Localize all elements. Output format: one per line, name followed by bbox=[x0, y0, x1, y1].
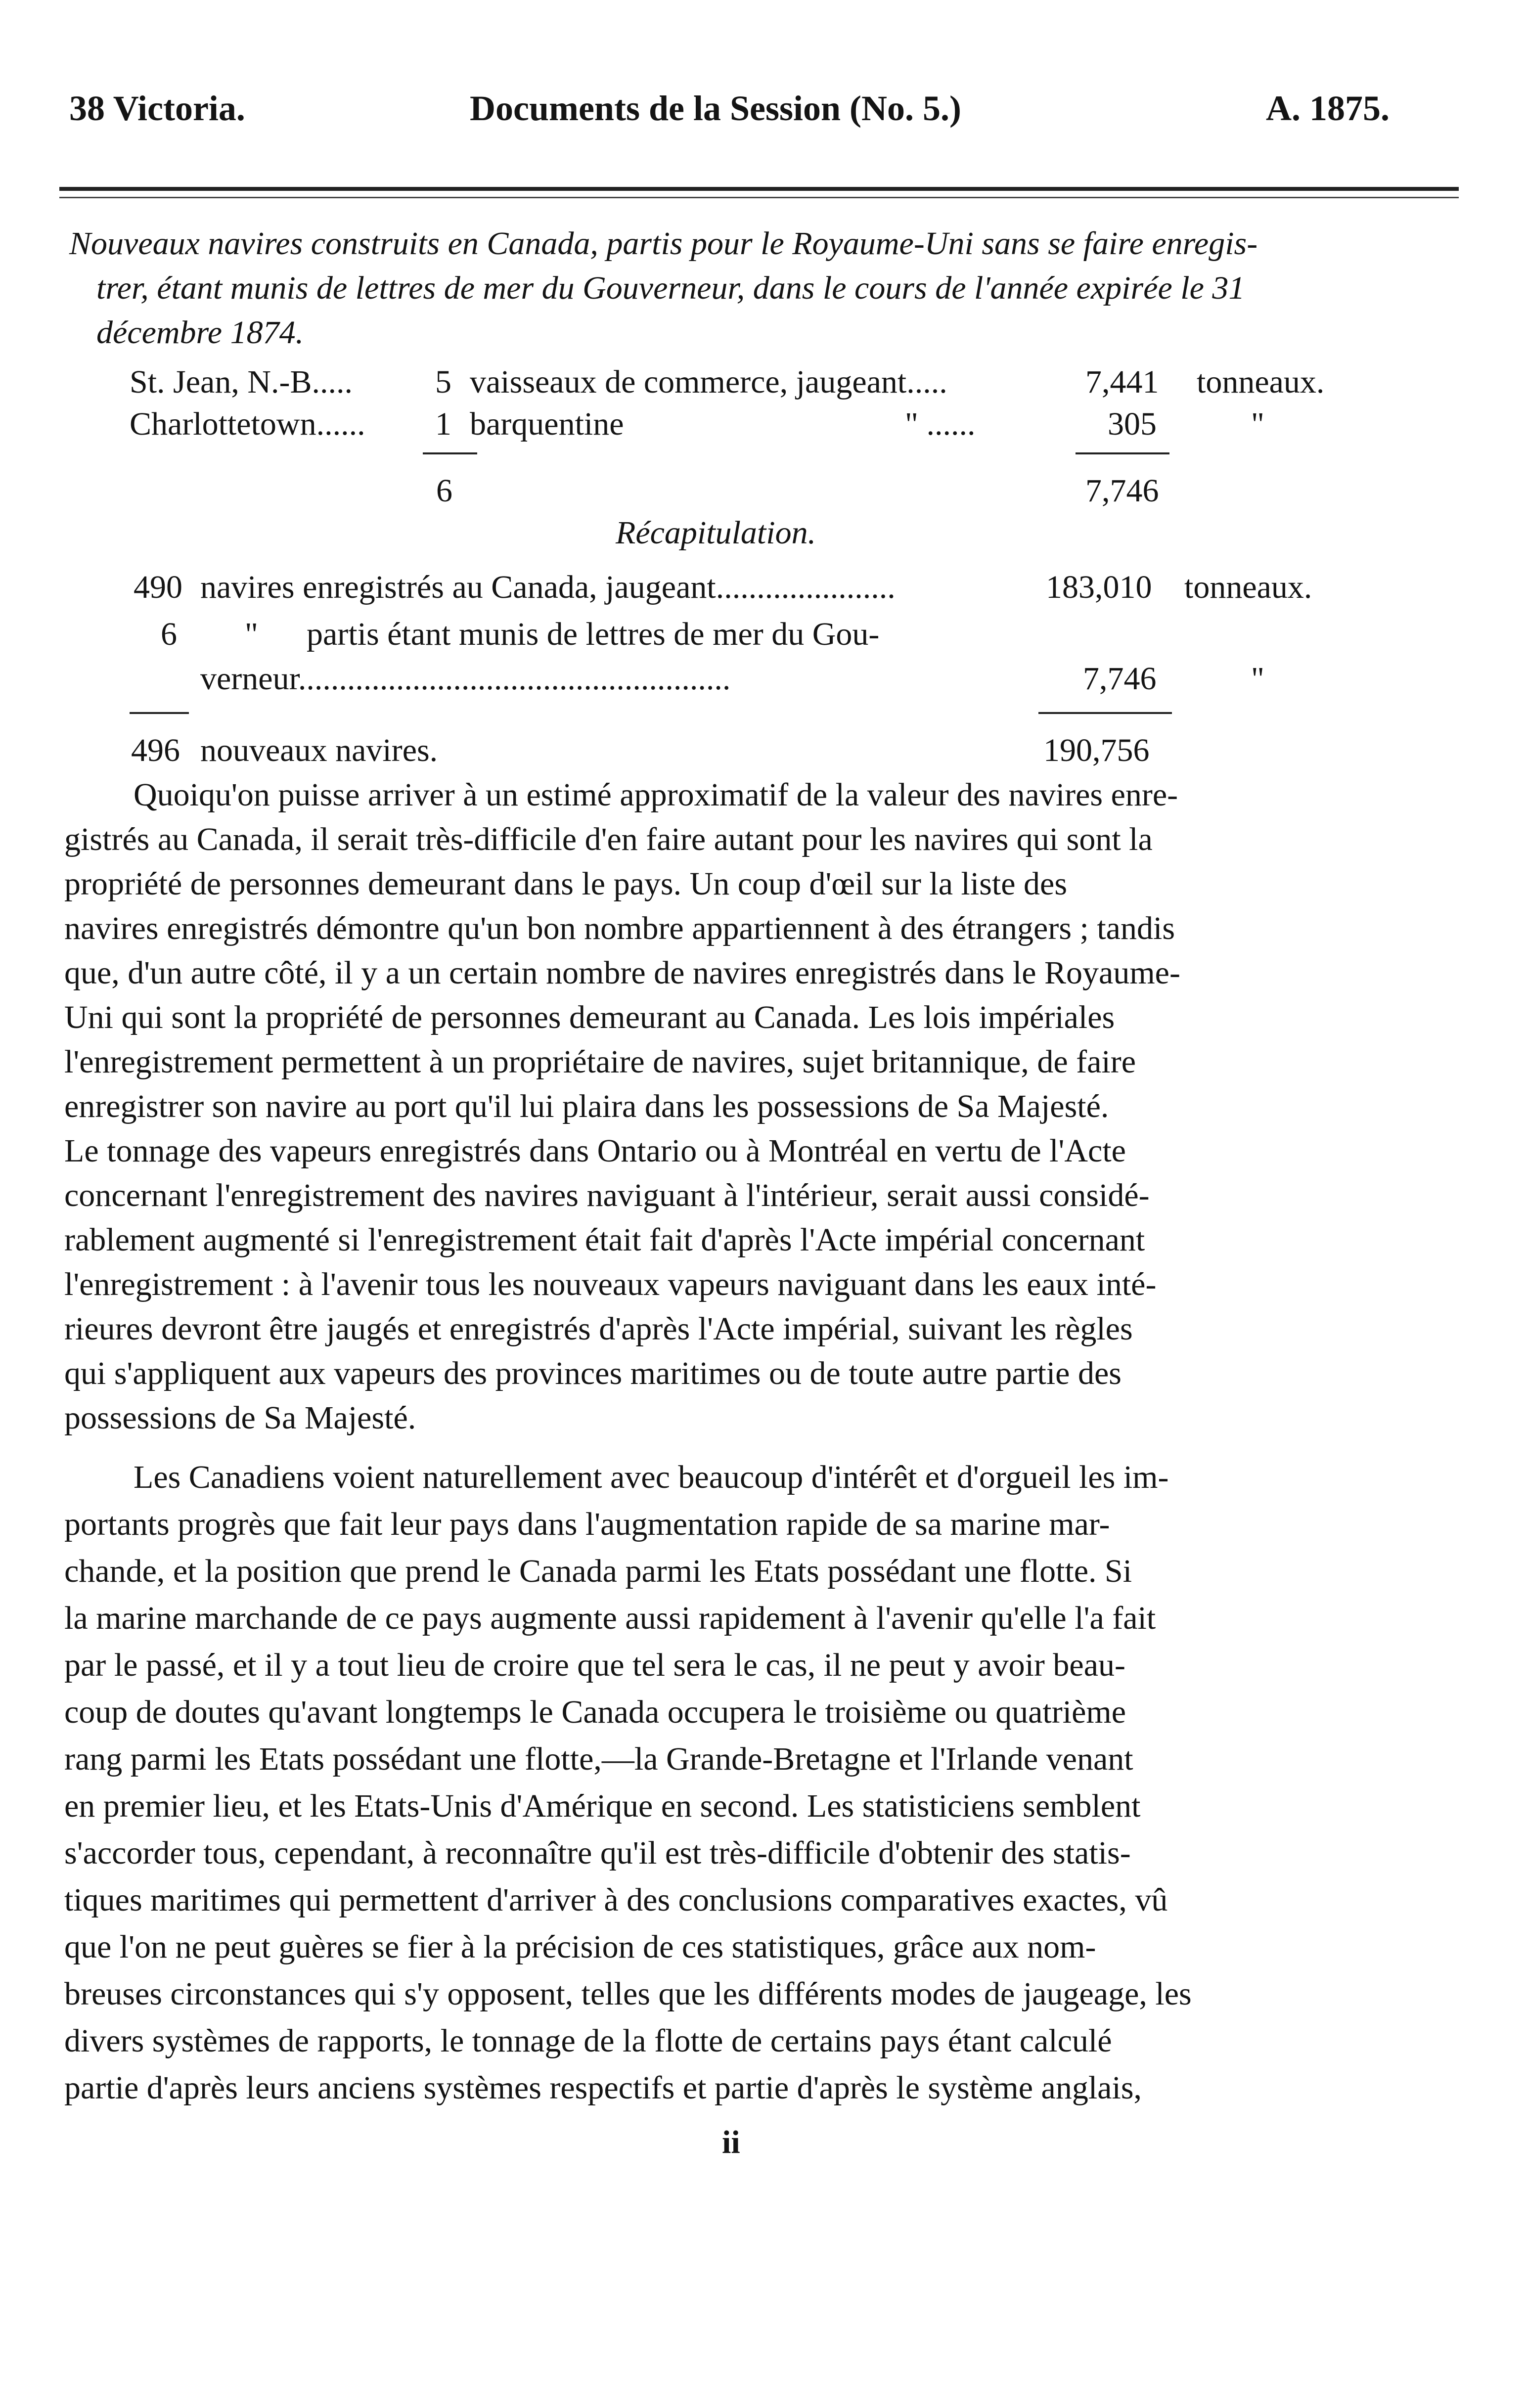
paragraph1-line: enregistrer son navire au port qu'il lui plaira dans les possessions de Sa Majesté. bbox=[64, 1088, 1109, 1124]
paragraph2-line: chande, et la position que prend le Canada parmi les Etats possédant une flotte. Si bbox=[64, 1553, 1132, 1589]
paragraph1-line: possessions de Sa Majesté. bbox=[64, 1400, 416, 1436]
recap-total-desc: nouveaux navires. bbox=[200, 732, 438, 768]
recap-ditto: " bbox=[245, 616, 258, 652]
paragraph2-line: divers systèmes de rapports, le tonnage de la flotte de certains pays étant calculé bbox=[64, 2023, 1112, 2059]
paragraph2-line: en premier lieu, et les Etats-Unis d'Amérique en second. Les statisticiens semblent bbox=[64, 1788, 1141, 1824]
recap-desc: verneur..................................................... bbox=[200, 661, 731, 697]
table1-place: St. Jean, N.-B..... bbox=[130, 364, 353, 400]
caption-line: trer, étant munis de lettres de mer du Gouverneur, dans le cours de l'année expirée le 31 bbox=[96, 270, 1245, 306]
paragraph1-line: rieures devront être jaugés et enregistrés d'après l'Acte impérial, suivant les règles bbox=[64, 1311, 1133, 1347]
table1-total-count: 6 bbox=[436, 473, 452, 509]
table1-place: Charlottetown...... bbox=[130, 406, 365, 442]
page-number: ii bbox=[722, 2124, 740, 2160]
table1-count: 1 bbox=[435, 406, 451, 442]
paragraph2-line: rang parmi les Etats possédant une flotte,—la Grande-Bretagne et l'Irlande venant bbox=[64, 1741, 1133, 1777]
table1-ditto: " ...... bbox=[905, 406, 976, 442]
recap-value: 7,746 bbox=[1083, 661, 1157, 697]
paragraph1-line: l'enregistrement : à l'avenir tous les nouveaux vapeurs naviguant dans les eaux inté- bbox=[64, 1266, 1157, 1302]
paragraph1-line: Le tonnage des vapeurs enregistrés dans Ontario ou à Montréal en vertu de l'Acte bbox=[64, 1133, 1126, 1169]
table1-desc: vaisseaux de commerce, jaugeant..... bbox=[470, 364, 947, 400]
table1-unit: tonneaux. bbox=[1197, 364, 1325, 400]
table1-total-value: 7,746 bbox=[1085, 473, 1159, 509]
paragraph2-line: que l'on ne peut guères se fier à la précision de ces statistiques, grâce aux nom- bbox=[64, 1929, 1096, 1965]
recap-unit: tonneaux. bbox=[1184, 569, 1312, 605]
paragraph1-line: gistrés au Canada, il serait très-difficile d'en faire autant pour les navires qui sont la bbox=[64, 821, 1153, 857]
paragraph2-line: breuses circonstances qui s'y opposent, telles que les différents modes de jaugeage, les bbox=[64, 1976, 1192, 2012]
header-rule-thin bbox=[59, 197, 1459, 198]
paragraph1-line: navires enregistrés démontre qu'un bon nombre appartiennent à des étrangers ; tandis bbox=[64, 910, 1175, 946]
table1-desc: barquentine bbox=[470, 406, 624, 442]
table1-count: 5 bbox=[435, 364, 451, 400]
paragraph1-line: l'enregistrement permettent à un propriétaire de navires, sujet britannique, de faire bbox=[64, 1044, 1136, 1080]
recap-sum-rule bbox=[1038, 712, 1172, 714]
recap-total-value: 190,756 bbox=[1043, 732, 1150, 768]
table1-value: 7,441 bbox=[1085, 364, 1159, 400]
paragraph1-line: rablement augmenté si l'enregistrement était fait d'après l'Acte impérial concernant bbox=[64, 1222, 1145, 1258]
paragraph2-line: partie d'après leurs anciens systèmes respectifs et partie d'après le système anglais, bbox=[64, 2070, 1142, 2106]
paragraph2-line: Les Canadiens voient naturellement avec beaucoup d'intérêt et d'orgueil les im- bbox=[134, 1459, 1169, 1495]
caption-line: décembre 1874. bbox=[96, 314, 304, 351]
paragraph1-line: concernant l'enregistrement des navires naviguant à l'intérieur, serait aussi considé- bbox=[64, 1177, 1150, 1213]
paragraph2-line: coup de doutes qu'avant longtemps le Canada occupera le troisième ou quatrième bbox=[64, 1694, 1126, 1730]
header-session-number: 38 Victoria. bbox=[69, 89, 245, 128]
paragraph1-line: propriété de personnes demeurant dans le pays. Un coup d'œil sur la liste des bbox=[64, 866, 1068, 902]
paragraph2-line: la marine marchande de ce pays augmente aussi rapidement à l'avenir qu'elle l'a fait bbox=[64, 1600, 1156, 1636]
recap-desc: partis étant munis de lettres de mer du Gou- bbox=[307, 616, 880, 652]
table1-sum-rule bbox=[423, 452, 477, 454]
header-year: A. 1875. bbox=[1266, 89, 1390, 128]
paragraph1-line: qui s'appliquent aux vapeurs des provinces maritimes ou de toute autre partie des bbox=[64, 1355, 1121, 1391]
recap-count: 490 bbox=[134, 569, 182, 605]
header-rule-thick bbox=[59, 187, 1459, 191]
recap-count: 6 bbox=[161, 616, 177, 652]
recap-sum-rule bbox=[130, 712, 189, 714]
recap-unit: " bbox=[1251, 661, 1264, 697]
recap-title: Récapitulation. bbox=[616, 515, 816, 551]
header-title: Documents de la Session (No. 5.) bbox=[470, 89, 962, 128]
paragraph2-line: s'accorder tous, cependant, à reconnaître qu'il est très-difficile d'obtenir des statis- bbox=[64, 1835, 1131, 1871]
paragraph1-line: que, d'un autre côté, il y a un certain nombre de navires enregistrés dans le Royaume- bbox=[64, 955, 1180, 991]
caption-line: Nouveaux navires construits en Canada, partis pour le Royaume-Uni sans se faire enregis- bbox=[69, 225, 1258, 262]
paragraph2-line: tiques maritimes qui permettent d'arriver à des conclusions comparatives exactes, vû bbox=[64, 1882, 1168, 1918]
paragraph2-line: portants progrès que fait leur pays dans l'augmentation rapide de sa marine mar- bbox=[64, 1506, 1110, 1542]
table1-unit: " bbox=[1251, 406, 1264, 442]
recap-value: 183,010 bbox=[1046, 569, 1152, 605]
paragraph2-line: par le passé, et il y a tout lieu de croire que tel sera le cas, il ne peut y avoir beau- bbox=[64, 1647, 1125, 1683]
recap-desc: navires enregistrés au Canada, jaugeant...................... bbox=[200, 569, 896, 605]
paragraph1-line: Quoiqu'on puisse arriver à un estimé approximatif de la valeur des navires enre- bbox=[134, 777, 1178, 813]
table1-value: 305 bbox=[1108, 406, 1157, 442]
paragraph1-line: Uni qui sont la propriété de personnes demeurant au Canada. Les lois impériales bbox=[64, 999, 1115, 1035]
table1-sum-rule bbox=[1076, 452, 1169, 454]
recap-total-count: 496 bbox=[131, 732, 180, 768]
